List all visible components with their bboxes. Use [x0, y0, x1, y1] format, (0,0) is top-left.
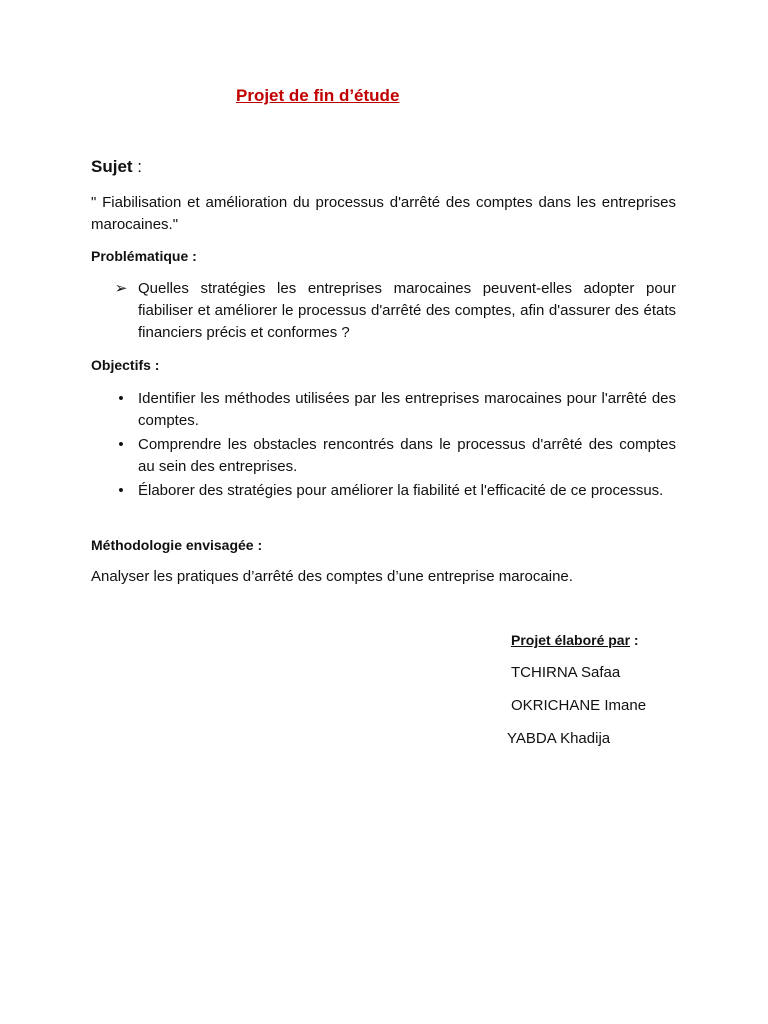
- list-item: [91, 480, 676, 502]
- subject-heading: [91, 157, 142, 177]
- objectif-text: Élaborer des stratégies pour améliorer la fiabilité et l'efficacité de ce processus.: [138, 482, 664, 499]
- objectifs-list: [91, 388, 676, 504]
- authors-heading-label: Projet élaboré par: [511, 632, 631, 648]
- authors-heading-colon: :: [630, 632, 639, 648]
- author-name: TCHIRNA Safaa: [511, 664, 621, 681]
- problematique-text: Quelles stratégies les entreprises marocaines peuvent-elles adopter pour fiabiliser et améliorer le processus d'arrêté des comptes, afin d'assurer des états financiers précis et conformes ?: [138, 280, 676, 341]
- problematique-heading: Problématique :: [91, 248, 197, 264]
- subject-label: Sujet: [91, 157, 133, 176]
- bullet-icon: •: [118, 436, 124, 453]
- arrow-bullet-icon: ➢: [114, 280, 128, 297]
- document-title: Projet de fin d’étude: [236, 86, 400, 105]
- bullet-icon: •: [118, 390, 124, 407]
- methodologie-text: Analyser les pratiques d’arrêté des comptes d’une entreprise marocaine.: [91, 568, 573, 585]
- objectif-text: Comprendre les obstacles rencontrés dans le processus d'arrêté des comptes au sein des entreprises.: [138, 436, 676, 475]
- methodologie-heading: Méthodologie envisagée :: [91, 537, 263, 553]
- bullet-icon: •: [118, 482, 124, 499]
- list-item: [91, 388, 676, 432]
- list-item: [91, 278, 676, 344]
- authors-heading: [511, 632, 639, 648]
- subject-colon: :: [132, 157, 143, 176]
- list-item: [91, 434, 676, 478]
- author-name: YABDA Khadija: [507, 730, 611, 747]
- problematique-list: [91, 278, 676, 346]
- objectif-text: Identifier les méthodes utilisées par les entreprises marocaines pour l'arrêté des comptes.: [138, 390, 676, 429]
- subject-text: " Fiabilisation et amélioration du processus d'arrêté des comptes dans les entreprises marocaines.": [91, 194, 676, 233]
- author-name: OKRICHANE Imane: [511, 697, 647, 714]
- objectifs-heading: Objectifs :: [91, 357, 160, 373]
